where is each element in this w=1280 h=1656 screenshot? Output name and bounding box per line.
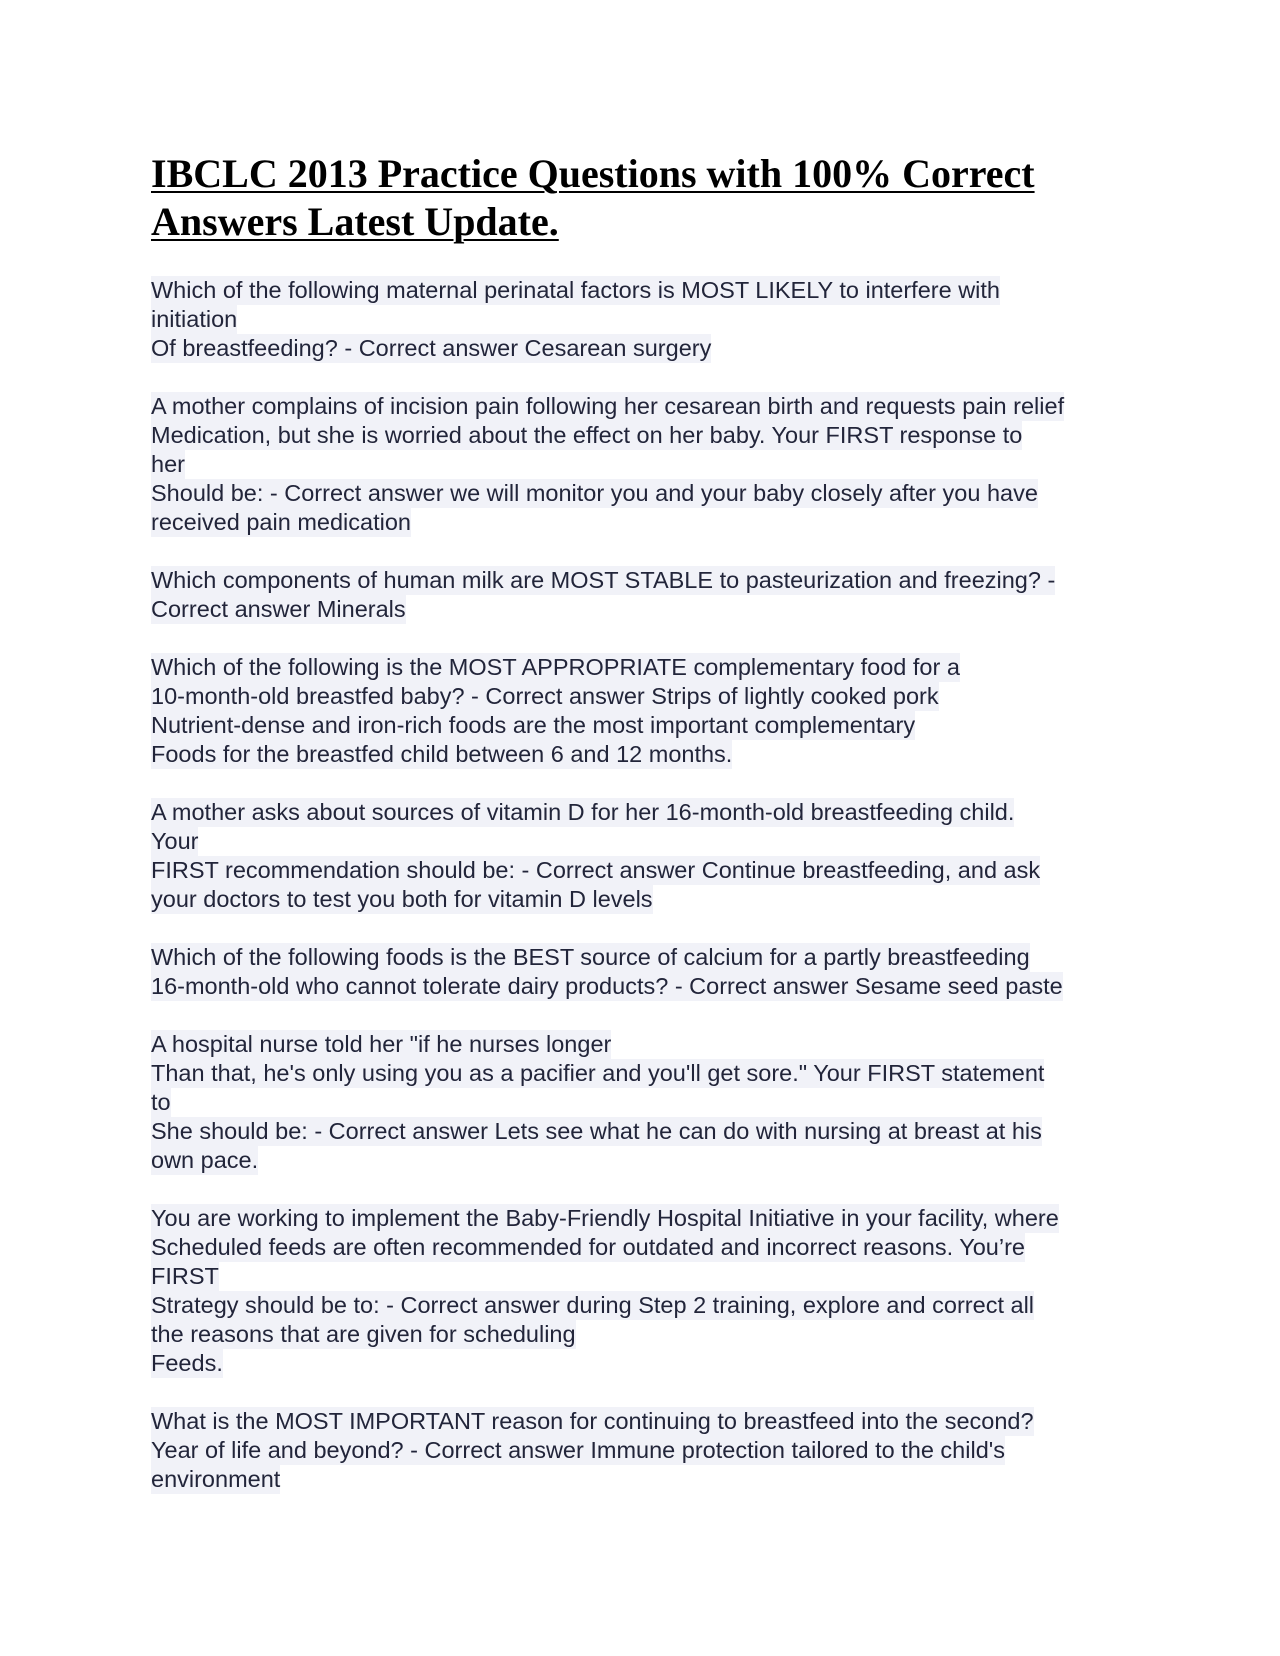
qa-text-line: Foods for the breastfed child between 6 and 12 months. bbox=[151, 741, 733, 767]
qa-text-line: Which of the following maternal perinatal factors is MOST LIKELY to interfere with bbox=[151, 277, 1000, 303]
qa-text-line: Correct answer Minerals bbox=[151, 596, 406, 622]
qa-text-line: You are working to implement the Baby-Friendly Hospital Initiative in your facility, where bbox=[151, 1205, 1059, 1231]
document-title-line-1: IBCLC 2013 Practice Questions with 100% Correct bbox=[151, 151, 1035, 196]
qa-item bbox=[151, 566, 1141, 624]
qa-text-line: her bbox=[151, 451, 185, 477]
qa-text-line: Strategy should be to: - Correct answer during Step 2 training, explore and correct all bbox=[151, 1292, 1035, 1318]
qa-text-line: Medication, but she is worried about the effect on her baby. Your FIRST response to bbox=[151, 422, 1023, 448]
qa-text-line: FIRST bbox=[151, 1263, 219, 1289]
qa-text-line: Year of life and beyond? - Correct answer Immune protection tailored to the child's bbox=[151, 1437, 1005, 1463]
qa-item bbox=[151, 392, 1141, 537]
qa-text-line: A mother complains of incision pain following her cesarean birth and requests pain relief bbox=[151, 393, 1065, 419]
qa-text-line: to bbox=[151, 1089, 171, 1115]
qa-text-line: Which components of human milk are MOST STABLE to pasteurization and freezing? - bbox=[151, 567, 1056, 593]
qa-text-line: received pain medication bbox=[151, 509, 411, 535]
qa-item bbox=[151, 276, 1141, 363]
qa-text-line: Nutrient-dense and iron-rich foods are the most important complementary bbox=[151, 712, 916, 738]
qa-text-line: A hospital nurse told her "if he nurses longer bbox=[151, 1031, 612, 1057]
document-page bbox=[151, 150, 1141, 1523]
qa-list bbox=[151, 276, 1141, 1494]
qa-text-line: Which of the following foods is the BEST source of calcium for a partly breastfeeding bbox=[151, 944, 1030, 970]
qa-text-line: your doctors to test you both for vitamin D levels bbox=[151, 886, 653, 912]
qa-text-line: A mother asks about sources of vitamin D for her 16-month-old breastfeeding child. bbox=[151, 799, 1015, 825]
qa-item bbox=[151, 1204, 1141, 1378]
document-title bbox=[151, 150, 1141, 246]
qa-text-line: FIRST recommendation should be: - Correct answer Continue breastfeeding, and ask bbox=[151, 857, 1041, 883]
qa-text-line: She should be: - Correct answer Lets see what he can do with nursing at breast at his bbox=[151, 1118, 1042, 1144]
qa-text-line: Feeds. bbox=[151, 1350, 223, 1376]
qa-text-line: initiation bbox=[151, 306, 238, 332]
qa-item bbox=[151, 1407, 1141, 1494]
qa-text-line: What is the MOST IMPORTANT reason for continuing to breastfeed into the second? bbox=[151, 1408, 1034, 1434]
document-title-line-2: Answers Latest Update. bbox=[151, 199, 559, 244]
qa-text-line: the reasons that are given for scheduling bbox=[151, 1321, 576, 1347]
qa-item bbox=[151, 943, 1141, 1001]
qa-text-line: Which of the following is the MOST APPROPRIATE complementary food for a bbox=[151, 654, 960, 680]
qa-text-line: 10-month-old breastfed baby? - Correct answer Strips of lightly cooked pork bbox=[151, 683, 939, 709]
qa-text-line: 16-month-old who cannot tolerate dairy products? - Correct answer Sesame seed paste bbox=[151, 973, 1063, 999]
qa-item bbox=[151, 653, 1141, 769]
qa-text-line: environment bbox=[151, 1466, 281, 1492]
qa-text-line: Your bbox=[151, 828, 199, 854]
qa-text-line: Scheduled feeds are often recommended for outdated and incorrect reasons. You’re bbox=[151, 1234, 1025, 1260]
qa-item bbox=[151, 798, 1141, 914]
qa-item bbox=[151, 1030, 1141, 1175]
qa-text-line: Of breastfeeding? - Correct answer Cesarean surgery bbox=[151, 335, 712, 361]
qa-text-line: own pace. bbox=[151, 1147, 259, 1173]
qa-text-line: Should be: - Correct answer we will monitor you and your baby closely after you have bbox=[151, 480, 1038, 506]
qa-text-line: Than that, he's only using you as a pacifier and you'll get sore." Your FIRST statement bbox=[151, 1060, 1045, 1086]
